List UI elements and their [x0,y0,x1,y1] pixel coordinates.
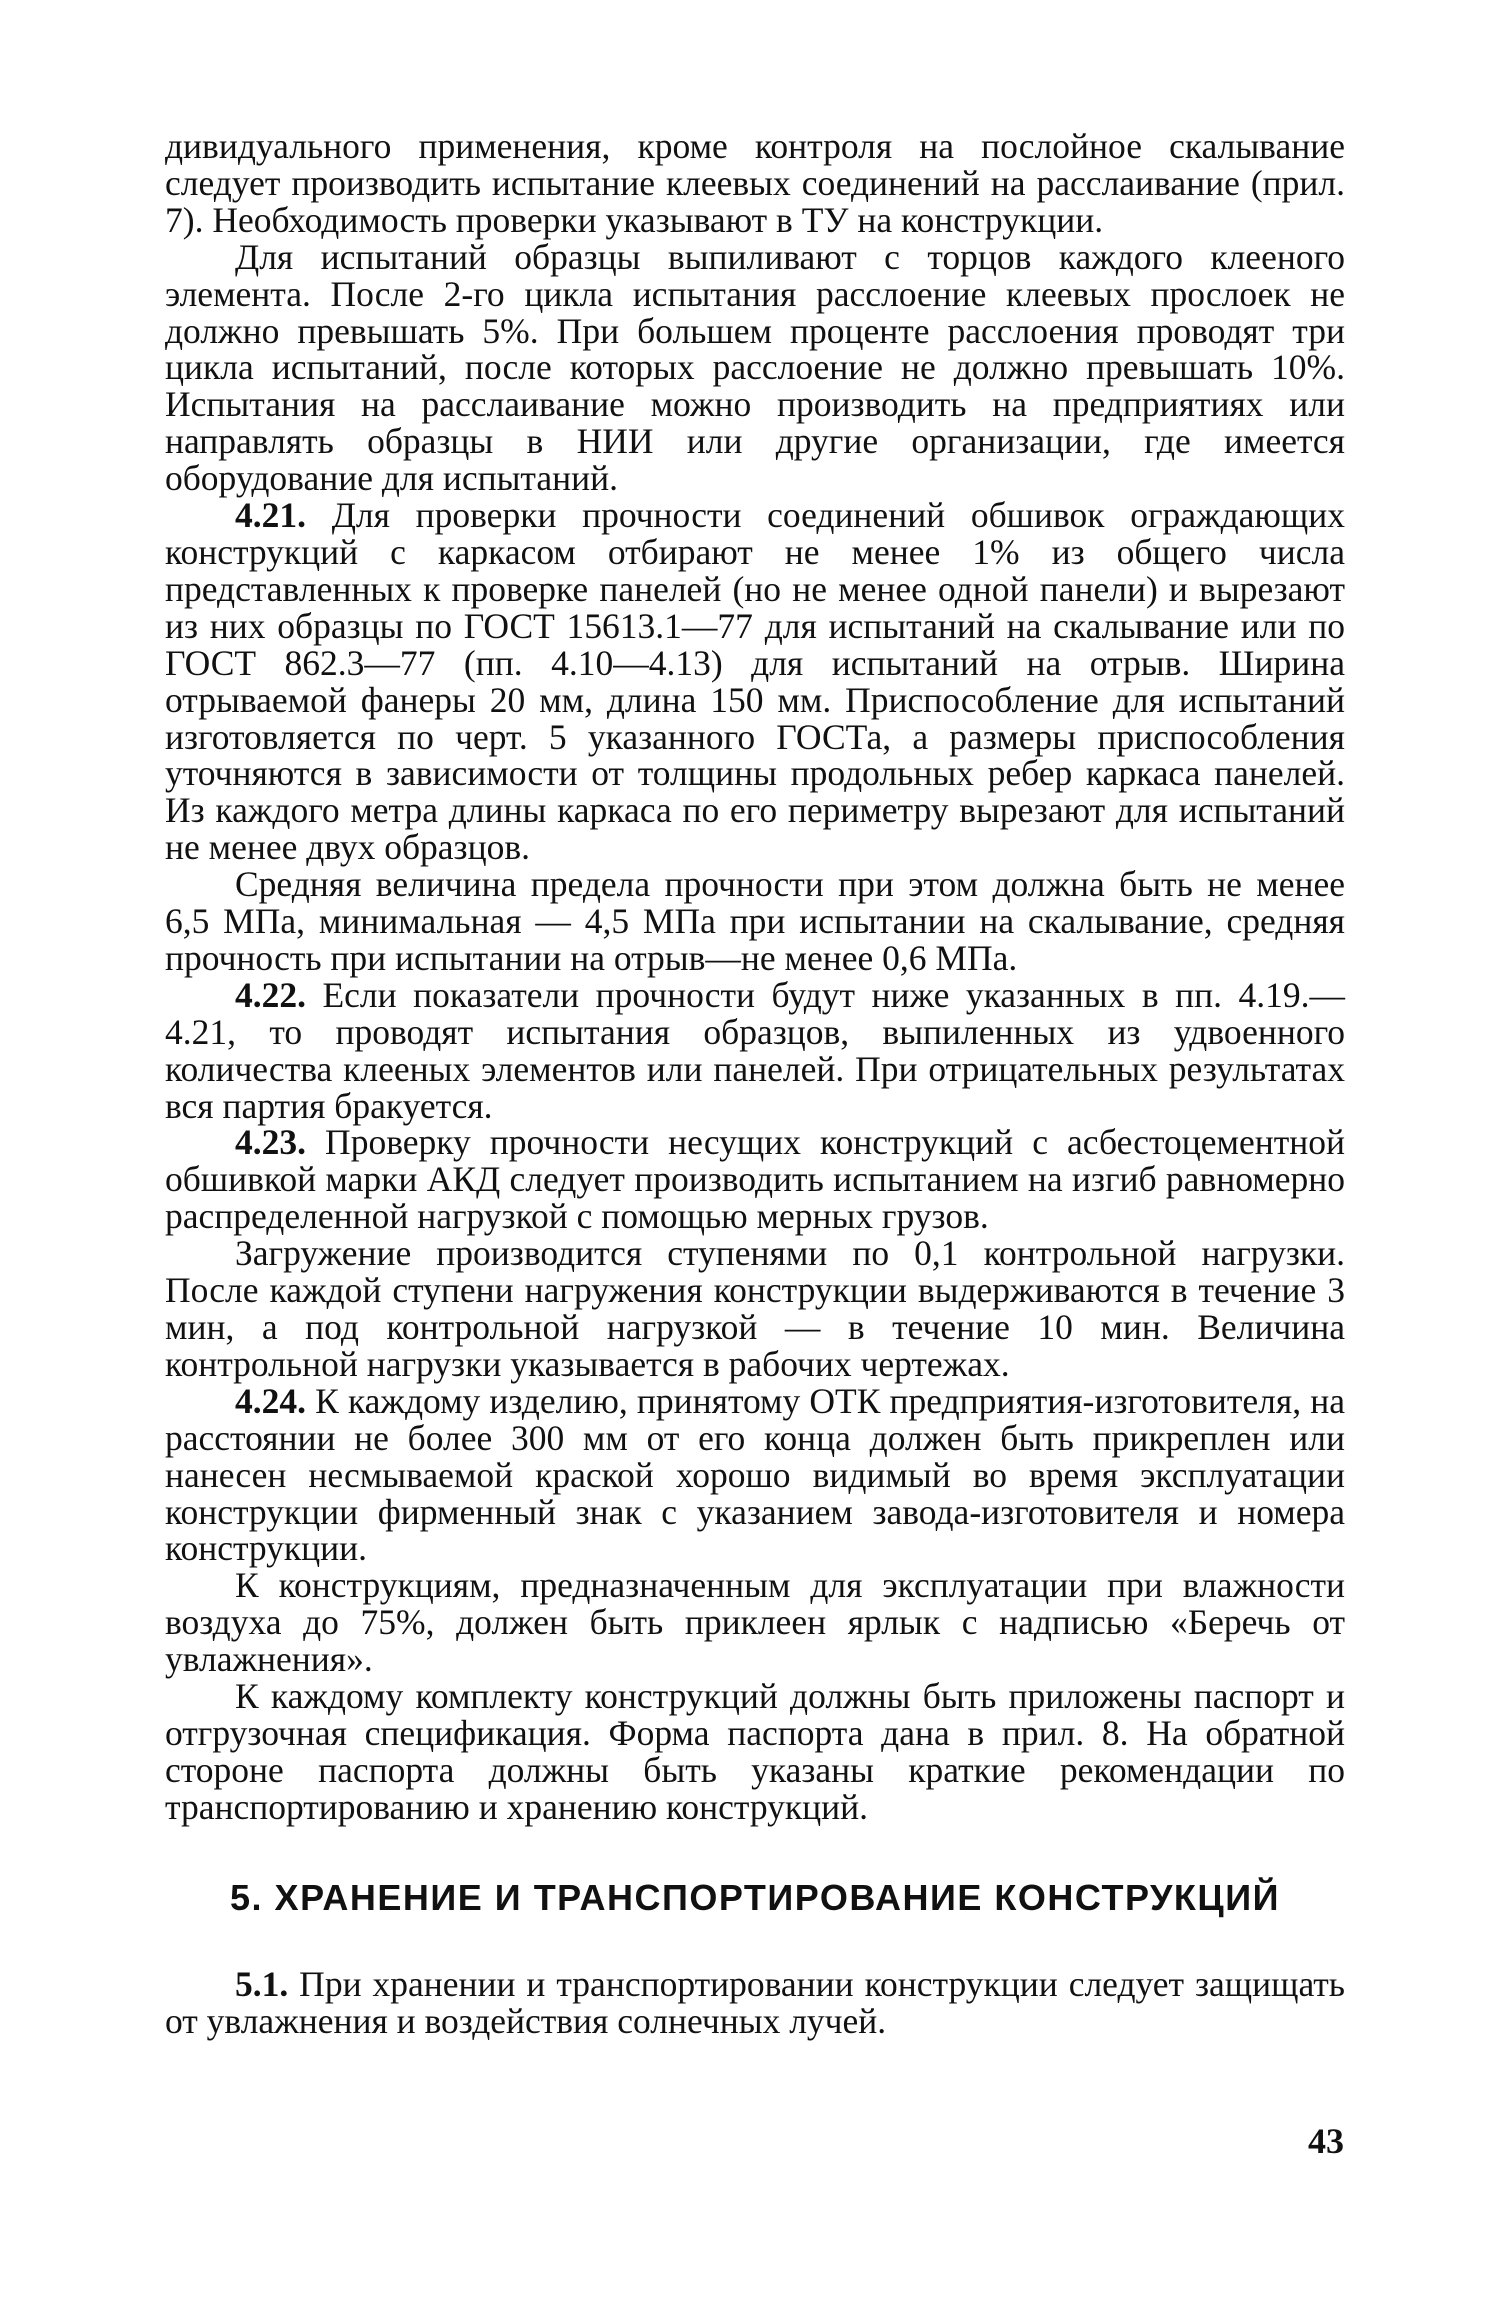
paragraph [165,1567,1345,1678]
text-block-before-heading [165,128,1345,1826]
paragraph-text: К каждому комплекту конструкций должны быть приложены паспорт и отгрузочная спецификация. Форма паспорта дана в прил. 8. На обратной стороне паспорта должны быть указаны краткие рекомендации по транспортированию и хранению конструкций. [165,1676,1345,1827]
paragraph-text: Проверку прочности несущих конструкций с асбестоцементной обшивкой марки АКД следует производить испытанием на изгиб равномерно распределенной нагрузкой с помощью мерных грузов. [165,1122,1345,1237]
clause-number: 4.24. [235,1380,306,1421]
paragraph [165,128,1345,239]
paragraph-text: Если показатели прочности будут ниже указанных в пп. 4.19.—4.21, то проводят испытания образцов, выпиленных из удвоенного количества клееных элементов или панелей. При отрицательных результатах вся партия бракуется. [165,974,1345,1126]
paragraph [165,1124,1345,1235]
paragraph [165,236,1345,499]
paragraph [165,974,1345,1126]
paragraph-text: Средняя величина предела прочности при этом должна быть не менее 6,5 МПа, минимальная — 4,5 МПа при испытании на скалывание, средняя прочность при испытании на отрыв—не менее 0,6 МПа. [165,864,1345,978]
text-block-after-heading [165,1963,1345,2041]
paragraph-text: Для проверки прочности соединений обшивок ограждающих конструкций с каркасом отбирают не менее 1% из общего числа представленных к проверке панелей (но не менее одной панели) и вырезают из них образцы по ГОСТ 15613.1—77 для испытаний на скалывание или по ГОСТ 862.3—77 (пп. 4.10—4.13) для испытаний на отрыв. Ширина отрываемой фанеры 20 мм, длина 150 мм. Приспособление для испытаний изготовляется по черт. 5 указанного ГОСТа, а размеры приспособления уточняются в зависимости от толщины продольных ребер каркаса панелей. Из каждого метра длины каркаса по его периметру вырезают для испытаний не менее двух образцов. [165,495,1345,868]
paragraph [165,1235,1345,1383]
paragraph-text: При хранении и транспортировании конструкции следует защищать от увлажнения и воздействия солнечных лучей. [165,1963,1345,2041]
paragraph [165,1963,1345,2041]
paragraph [165,497,1345,866]
paragraph-text: К конструкциям, предназначенным для эксплуатации при влажности воздуха до 75%, должен быть приклеен ярлык с надписью «Беречь от увлажнения». [165,1565,1345,1680]
page-body [165,128,1345,2040]
paragraph-text: К каждому изделию, принятому ОТК предприятия-изготовителя, на расстоянии не более 300 мм от его конца должен быть прикреплен или нанесен несмываемой краской хорошо видимый во время эксплуатации конструкции фирменный знак с указанием завода-изготовителя и номера конструкции. [165,1380,1345,1569]
paragraph-text: Загружение производится ступенями по 0,1 контрольной нагрузки. После каждой ступени нагружения конструкции выдерживаются в течение 3 мин, а под контрольной нагрузкой — в течение 10 мин. Величина контрольной нагрузки указывается в рабочих чертежах. [165,1233,1345,1384]
paragraph-text: Для испытаний образцы выпиливают с торцов каждого клееного элемента. После 2-го цикла испытания расслоение клеевых прослоек не должно превышать 5%. При большем проценте расслоения проводят три цикла испытаний, после которых расслоение не должно превышать 10%. Испытания на расслаивание можно производить на предприятиях или направлять образцы в НИИ или другие организации, где имеется оборудование для испытаний. [165,236,1345,499]
section-heading: 5. ХРАНЕНИЕ И ТРАНСПОРТИРОВАНИЕ КОНСТРУКЦИЙ [230,1876,1280,1918]
paragraph [165,1380,1345,1569]
clause-number: 4.21. [235,495,306,536]
clause-number: 4.23. [235,1122,306,1163]
paragraph-text: дивидуального применения, кроме контроля на послойное скалывание следует производить испытание клеевых соединений на расслаивание (прил. 7). Необходимость проверки указывают в ТУ на конструкции. [165,126,1345,240]
paragraph [165,866,1345,977]
paragraph [165,1678,1345,1826]
clause-number: 5.1. [235,1963,289,2004]
page-number: 43 [1308,2121,1344,2161]
clause-number: 4.22. [235,974,306,1015]
